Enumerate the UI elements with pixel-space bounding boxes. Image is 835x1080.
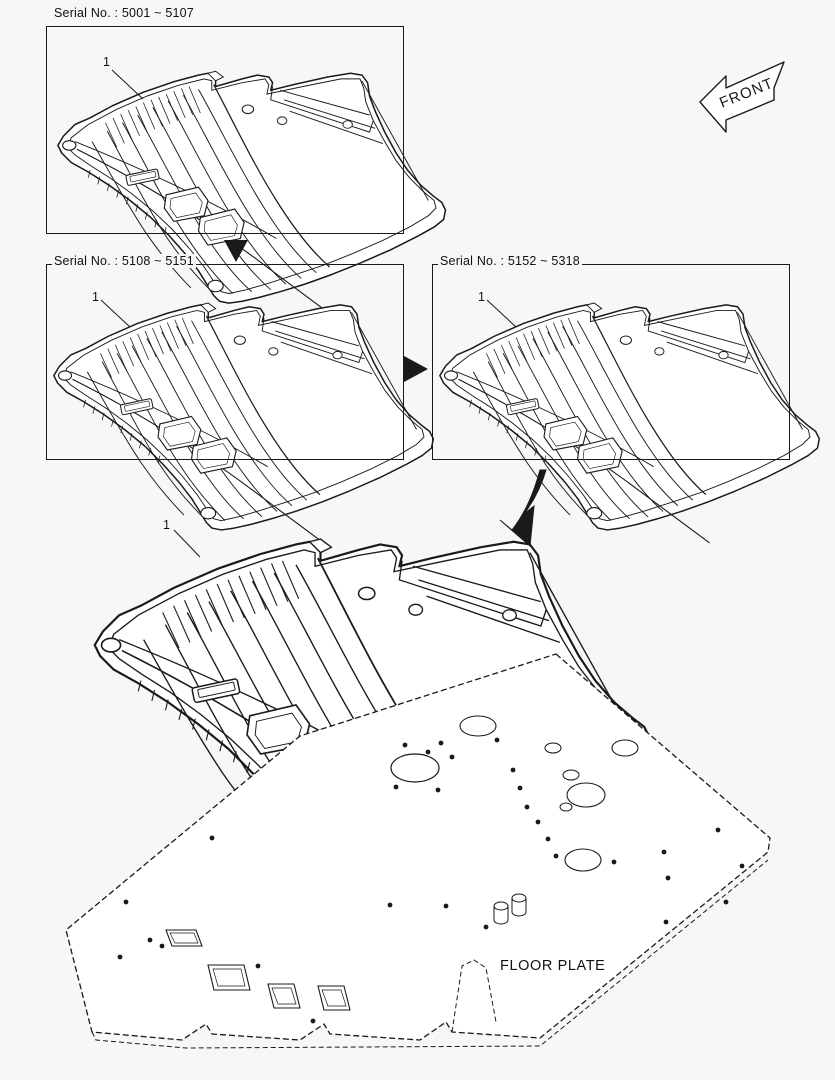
front-arrow-label: FRONT <box>717 74 777 112</box>
callout-number-top: 1 <box>103 55 110 69</box>
front-direction-arrow <box>700 62 784 132</box>
callout-number-main: 1 <box>163 518 170 532</box>
callout-number-middle-right: 1 <box>478 290 485 304</box>
floor-plate-illustration <box>66 654 770 1048</box>
flow-arrow-curved <box>500 470 546 546</box>
panel-box-middle-right <box>432 264 790 460</box>
panel-serial-label-top: Serial No. : 5001 ~ 5107 <box>54 6 194 20</box>
panel-serial-label-middle-right: Serial No. : 5152 ~ 5318 <box>440 254 580 268</box>
panel-box-middle-left <box>46 264 404 460</box>
panel-box-top <box>46 26 404 234</box>
callout-number-middle-left: 1 <box>92 290 99 304</box>
floor-plate-label: FLOOR PLATE <box>500 958 606 974</box>
flow-arrow-right <box>404 356 428 382</box>
leader-line-main <box>174 530 200 557</box>
panel-serial-label-middle-left: Serial No. : 5108 ~ 5151 <box>54 254 194 268</box>
